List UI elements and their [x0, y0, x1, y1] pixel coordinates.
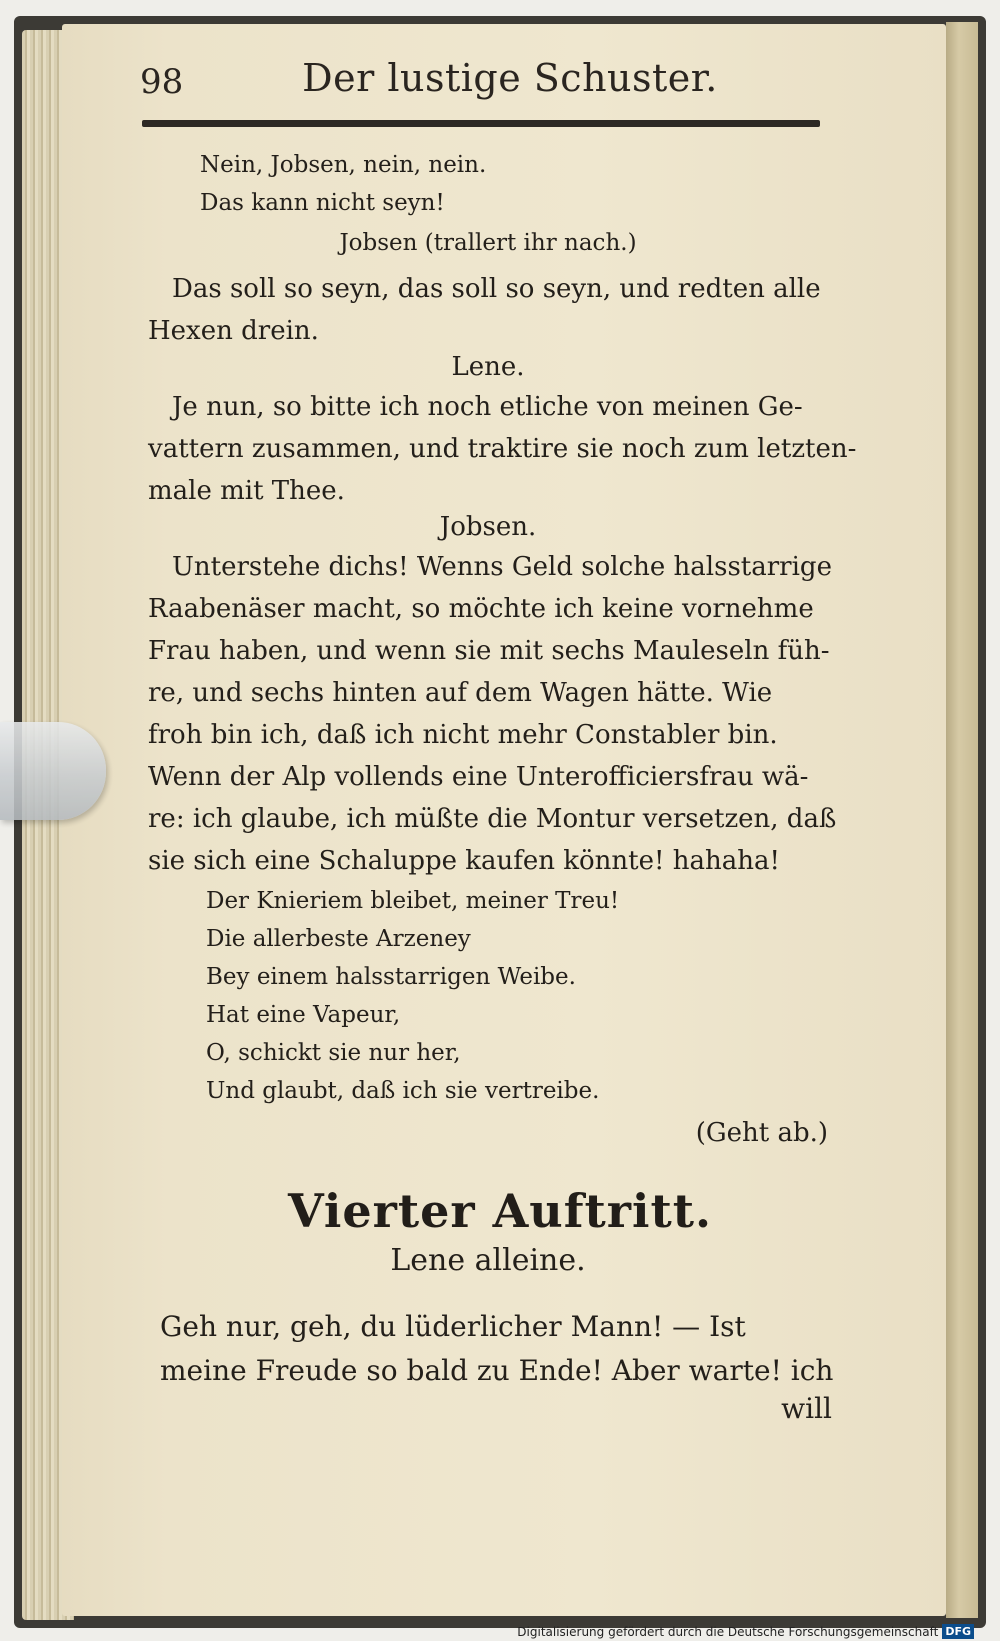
text-line: meine Freude so bald zu Ende! Aber warte! ich: [160, 1354, 834, 1387]
text-line: Hexen drein.: [148, 316, 319, 346]
text-line: Unterstehe dichs! Wenns Geld solche halsstarrige: [172, 552, 832, 582]
text-line: Das soll so seyn, das soll so seyn, und redten alle: [172, 274, 821, 304]
text-line: re, und sechs hinten auf dem Wagen hätte. Wie: [148, 678, 773, 708]
scene-heading: Vierter Auftritt.: [287, 1184, 712, 1238]
scene-subheading: Lene alleine.: [390, 1243, 586, 1278]
song-line: Hat eine Vapeur,: [206, 1002, 401, 1028]
song-line: Nein, Jobsen, nein, nein.: [200, 152, 487, 178]
text-line: sie sich eine Schaluppe kaufen könnte! hahaha!: [148, 846, 780, 876]
stage-direction: (Geht ab.): [695, 1118, 828, 1148]
song-line: Das kann nicht seyn!: [200, 190, 445, 216]
page-number: 98: [140, 62, 184, 102]
running-title: Der lustige Schuster.: [302, 56, 718, 100]
song-line: Der Knieriem bleibet, meiner Treu!: [206, 888, 620, 914]
speaker-label: Jobsen.: [439, 512, 537, 542]
text-line: Je nun, so bitte ich noch etliche von meinen Ge-: [172, 392, 803, 422]
song-line: O, schickt sie nur her,: [206, 1040, 461, 1066]
text-line: male mit Thee.: [148, 476, 345, 506]
footer-credit-text: Digitalisierung gefördert durch die Deutsche Forschungsgemeinschaft: [517, 1624, 939, 1639]
text-line: Raabenäser macht, so möchte ich keine vornehme: [148, 594, 814, 624]
text-line: Geh nur, geh, du lüderlicher Mann! — Ist: [160, 1310, 746, 1343]
speaker-label: Lene.: [451, 352, 525, 382]
text-line: Wenn der Alp vollends eine Unterofficiersfrau wä-: [148, 762, 809, 792]
text-line: vattern zusammen, und traktire sie noch zum letzten-: [148, 434, 857, 464]
song-line: Bey einem halsstarrigen Weibe.: [206, 964, 576, 990]
page-clip-holder: [0, 722, 106, 820]
dfg-logo: DFG: [942, 1624, 974, 1639]
catchword: will: [781, 1392, 832, 1425]
text-line: re: ich glaube, ich müßte die Montur versetzen, daß: [148, 804, 837, 834]
text-line: froh bin ich, daß ich nicht mehr Constabler bin.: [148, 720, 778, 750]
song-line: Die allerbeste Arzeney: [206, 926, 471, 952]
text-line: Frau haben, und wenn sie mit sechs Mauleseln füh-: [148, 636, 830, 666]
header-rule: [142, 120, 820, 127]
speaker-label: Jobsen (trallert ihr nach.): [339, 230, 637, 256]
song-line: Und glaubt, daß ich sie vertreibe.: [206, 1078, 600, 1104]
facing-page-edge: [946, 22, 978, 1618]
footer-credit: [517, 1624, 974, 1639]
